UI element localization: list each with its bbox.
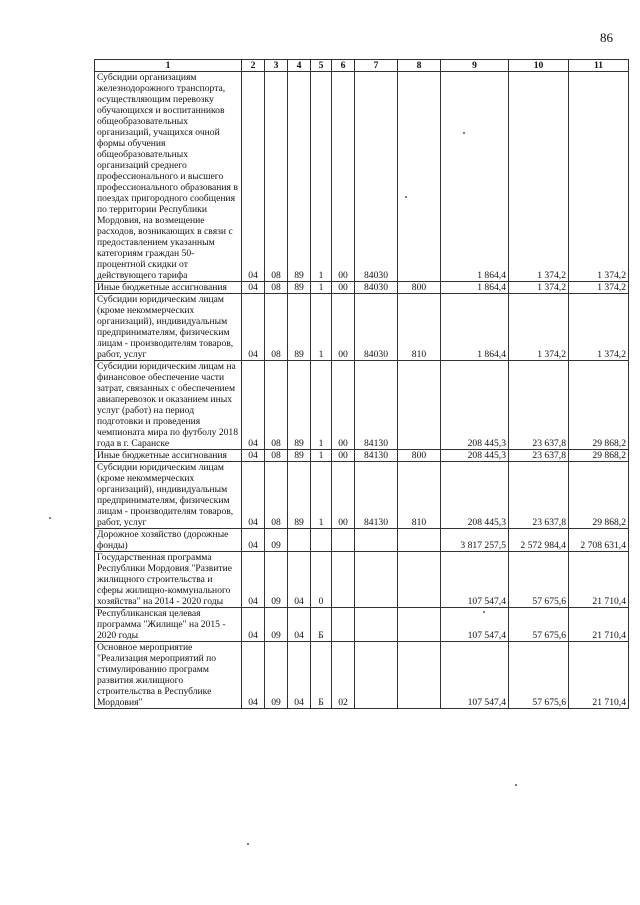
cell-subprogram: 1: [311, 450, 332, 462]
scan-speck: [49, 517, 51, 519]
cell-razdel: 04: [242, 552, 265, 608]
cell-program: 04: [288, 642, 311, 709]
cell-amount: 1 374,2: [569, 72, 629, 282]
cell-event: 00: [332, 72, 355, 282]
row-name: Государственная программа Республики Мордовия "Развитие жилищного строительства и сферы жилищно-коммунального хозяйства" на 2014 - 2020 годы: [95, 552, 242, 608]
column-header: 8: [398, 60, 441, 72]
cell-program: 89: [288, 294, 311, 361]
cell-direction: 84130: [355, 361, 398, 450]
cell-event: 00: [332, 450, 355, 462]
cell-program: 89: [288, 361, 311, 450]
cell-amount: 1 374,2: [509, 282, 569, 294]
cell-razdel: 04: [242, 282, 265, 294]
row-name: Основное мероприятие "Реализация мероприятий по стимулированию программ развития жилищного строительства в Республике Мордовия": [95, 642, 242, 709]
cell-amount: 3 817 257,5: [441, 529, 509, 552]
cell-amount: 57 675,6: [509, 552, 569, 608]
cell-program: 89: [288, 462, 311, 529]
cell-event: 00: [332, 294, 355, 361]
cell-razdel: 04: [242, 608, 265, 642]
table-row: [95, 552, 629, 608]
cell-direction: [355, 608, 398, 642]
cell-expense-type: [398, 552, 441, 608]
page-number: 86: [600, 30, 613, 45]
cell-subprogram: 1: [311, 294, 332, 361]
table-row: [95, 294, 629, 361]
column-header: 3: [265, 60, 288, 72]
scan-speck: [463, 132, 465, 134]
cell-event: [332, 529, 355, 552]
cell-program: 04: [288, 608, 311, 642]
cell-amount: 208 445,3: [441, 361, 509, 450]
cell-event: [332, 552, 355, 608]
cell-direction: 84130: [355, 450, 398, 462]
column-header: 1: [95, 60, 242, 72]
cell-podrazdel: 09: [265, 552, 288, 608]
cell-amount: 21 710,4: [569, 552, 629, 608]
column-header: 11: [569, 60, 629, 72]
cell-amount: 1 864,4: [441, 72, 509, 282]
cell-amount: 1 864,4: [441, 294, 509, 361]
column-header: 10: [509, 60, 569, 72]
cell-expense-type: 800: [398, 450, 441, 462]
column-header: 5: [311, 60, 332, 72]
cell-subprogram: 1: [311, 72, 332, 282]
cell-expense-type: [398, 642, 441, 709]
cell-expense-type: [398, 529, 441, 552]
cell-event: [332, 608, 355, 642]
cell-direction: 84030: [355, 72, 398, 282]
cell-razdel: 04: [242, 462, 265, 529]
cell-amount: 208 445,3: [441, 462, 509, 529]
cell-direction: 84030: [355, 294, 398, 361]
table-row: [95, 72, 629, 282]
table-row: [95, 450, 629, 462]
cell-amount: 1 374,2: [569, 282, 629, 294]
cell-event: 00: [332, 361, 355, 450]
row-name: Субсидии организациям железнодорожного транспорта, осуществляющим перевозку обучающихся и воспитанников общеобразовательных организаций, учащихся очной формы обучения общеобразовательных организаций среднего профессионального и высшего профессионального образования в поездах пригородного сообщения по территории Республики Мордовия, на возмещение расходов, возникающих в связи с предоставлением указанным категориям граждан 50-процентной скидки от действующего тарифа: [95, 72, 242, 282]
cell-expense-type: 810: [398, 462, 441, 529]
column-header: 7: [355, 60, 398, 72]
cell-expense-type: [398, 361, 441, 450]
scan-speck: [515, 784, 517, 786]
cell-direction: [355, 529, 398, 552]
cell-podrazdel: 08: [265, 361, 288, 450]
cell-amount: 23 637,8: [509, 462, 569, 529]
cell-razdel: 04: [242, 529, 265, 552]
cell-program: [288, 529, 311, 552]
table-row: [95, 361, 629, 450]
cell-amount: 23 637,8: [509, 450, 569, 462]
cell-podrazdel: 09: [265, 529, 288, 552]
cell-amount: 1 374,2: [509, 294, 569, 361]
cell-amount: 23 637,8: [509, 361, 569, 450]
cell-razdel: 04: [242, 361, 265, 450]
cell-subprogram: [311, 529, 332, 552]
scan-speck: [247, 843, 249, 845]
cell-podrazdel: 09: [265, 608, 288, 642]
cell-subprogram: 1: [311, 361, 332, 450]
cell-expense-type: [398, 608, 441, 642]
cell-razdel: 04: [242, 450, 265, 462]
cell-amount: 29 868,2: [569, 361, 629, 450]
cell-podrazdel: 09: [265, 642, 288, 709]
cell-amount: 208 445,3: [441, 450, 509, 462]
cell-amount: 107 547,4: [441, 608, 509, 642]
cell-event: 00: [332, 282, 355, 294]
row-name: Субсидии юридическим лицам (кроме некоммерческих организаций), индивидуальным предпринимателям, физическим лицам - производителям товаров, работ, услуг: [95, 462, 242, 529]
cell-amount: 1 864,4: [441, 282, 509, 294]
cell-subprogram: Б: [311, 608, 332, 642]
table-row: [95, 462, 629, 529]
cell-subprogram: Б: [311, 642, 332, 709]
cell-amount: 57 675,6: [509, 608, 569, 642]
cell-amount: 2 708 631,4: [569, 529, 629, 552]
cell-direction: 84030: [355, 282, 398, 294]
cell-amount: 57 675,6: [509, 642, 569, 709]
cell-event: 02: [332, 642, 355, 709]
cell-podrazdel: 08: [265, 462, 288, 529]
table-row: [95, 529, 629, 552]
cell-amount: 1 374,2: [569, 294, 629, 361]
table-header-row: [95, 60, 629, 72]
cell-program: 89: [288, 282, 311, 294]
cell-podrazdel: 08: [265, 282, 288, 294]
cell-amount: 21 710,4: [569, 608, 629, 642]
cell-program: 04: [288, 552, 311, 608]
cell-direction: 84130: [355, 462, 398, 529]
cell-razdel: 04: [242, 642, 265, 709]
column-header: 9: [441, 60, 509, 72]
cell-amount: 2 572 984,4: [509, 529, 569, 552]
cell-amount: 107 547,4: [441, 552, 509, 608]
scan-speck: [483, 611, 485, 613]
cell-subprogram: 1: [311, 282, 332, 294]
cell-subprogram: 1: [311, 462, 332, 529]
row-name: Иные бюджетные ассигнования: [95, 450, 242, 462]
cell-direction: [355, 552, 398, 608]
table-row: [95, 642, 629, 709]
cell-program: 89: [288, 72, 311, 282]
budget-table: [94, 59, 629, 709]
column-header: 4: [288, 60, 311, 72]
cell-amount: 1 374,2: [509, 72, 569, 282]
column-header: 2: [242, 60, 265, 72]
cell-direction: [355, 642, 398, 709]
row-name: Субсидии юридическим лицам (кроме некоммерческих организаций), индивидуальным предпринимателям, физическим лицам - производителям товаров, работ, услуг: [95, 294, 242, 361]
scan-speck: [405, 196, 407, 198]
table-row: [95, 282, 629, 294]
cell-amount: 21 710,4: [569, 642, 629, 709]
row-name: Иные бюджетные ассигнования: [95, 282, 242, 294]
cell-expense-type: [398, 72, 441, 282]
cell-podrazdel: 08: [265, 72, 288, 282]
cell-amount: 107 547,4: [441, 642, 509, 709]
cell-expense-type: 810: [398, 294, 441, 361]
row-name: Дорожное хозяйство (дорожные фонды): [95, 529, 242, 552]
cell-expense-type: 800: [398, 282, 441, 294]
cell-subprogram: 0: [311, 552, 332, 608]
cell-razdel: 04: [242, 72, 265, 282]
cell-podrazdel: 08: [265, 450, 288, 462]
cell-amount: 29 868,2: [569, 450, 629, 462]
row-name: Республиканская целевая программа "Жилище" на 2015 - 2020 годы: [95, 608, 242, 642]
cell-event: 00: [332, 462, 355, 529]
column-header: 6: [332, 60, 355, 72]
cell-amount: 29 868,2: [569, 462, 629, 529]
cell-program: 89: [288, 450, 311, 462]
row-name: Субсидии юридическим лицам на финансовое обеспечение части затрат, связанных с обеспечением авиаперевозок и оказанием иных услуг (работ) на период подготовки и проведения чемпионата мира по футболу 2018 года в г. Саранске: [95, 361, 242, 450]
table-row: [95, 608, 629, 642]
cell-razdel: 04: [242, 294, 265, 361]
cell-podrazdel: 08: [265, 294, 288, 361]
